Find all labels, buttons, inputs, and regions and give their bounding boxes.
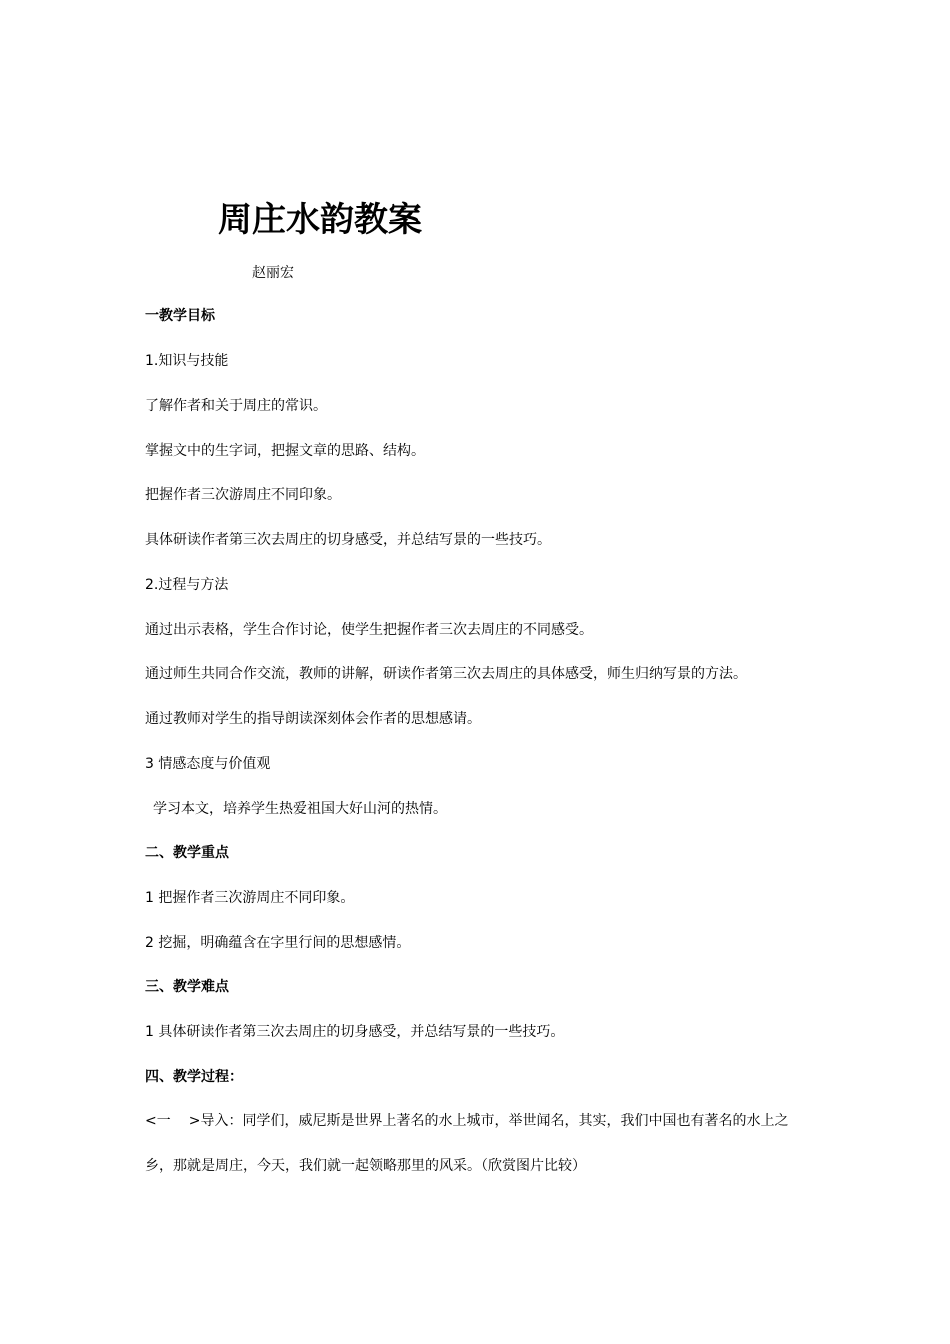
document-title: 周庄水韵教案 (218, 200, 422, 240)
knowledge-item: 了解作者和关于周庄的常识。 (145, 398, 327, 414)
process-item: 通过出示表格，学生合作讨论，使学生把握作者三次去周庄的不同感受。 (145, 622, 593, 638)
key-point-text: 把握作者三次游周庄不同印象。 (158, 890, 355, 906)
intro-marker-close: > (188, 1113, 201, 1129)
process-item: 通过师生共同合作交流，教师的讲解，研读作者第三次去周庄的具体感受，师生归纳写景的方法。 (145, 666, 747, 682)
difficulty-item (145, 1022, 564, 1042)
key-points-heading: 二、教学重点 (145, 845, 229, 861)
key-point-number: 1 (145, 890, 154, 906)
intro-marker-open: <一 (145, 1113, 171, 1129)
knowledge-heading (145, 351, 228, 371)
key-point-number: 2 (145, 935, 154, 951)
intro-paragraph-line-1 (145, 1111, 788, 1131)
process-section-heading: 四、教学过程： (145, 1069, 243, 1085)
process-item: 通过教师对学生的指导朗读深刻体会作者的思想感请。 (145, 711, 481, 727)
difficulty-heading: 三、教学难点 (145, 979, 229, 995)
author-name: 赵丽宏 (252, 265, 294, 281)
process-heading (145, 575, 228, 595)
intro-text-line-1: 导入：同学们，威尼斯是世界上著名的水上城市，举世闻名，其实，我们中国也有著名的水上之 (200, 1113, 789, 1129)
knowledge-heading-number: 1 (145, 353, 154, 369)
process-heading-text: .过程与方法 (153, 577, 229, 593)
key-point-item (145, 933, 410, 953)
key-point-text: 挖掘，明确蕴含在字里行间的思想感情。 (158, 935, 411, 951)
knowledge-item: 具体研读作者第三次去周庄的切身感受，并总结写景的一些技巧。 (145, 532, 551, 548)
objectives-heading: 一教学目标 (145, 308, 215, 324)
process-heading-number: 2 (145, 577, 154, 593)
knowledge-heading-text: .知识与技能 (153, 353, 229, 369)
difficulty-text: 具体研读作者第三次去周庄的切身感受，并总结写景的一些技巧。 (158, 1024, 565, 1040)
emotion-heading-text: 情感态度与价值观 (158, 756, 271, 772)
emotion-item: 学习本文，培养学生热爱祖国大好山河的热情。 (153, 801, 447, 817)
emotion-heading-number: 3 (145, 756, 154, 772)
knowledge-item: 掌握文中的生字词，把握文章的思路、结构。 (145, 443, 425, 459)
knowledge-item: 把握作者三次游周庄不同印象。 (145, 487, 341, 503)
emotion-heading (145, 754, 270, 774)
difficulty-number: 1 (145, 1024, 154, 1040)
intro-paragraph-line-2: 乡，那就是周庄，今天，我们就一起领略那里的风采。（欣赏图片比较） (145, 1158, 586, 1174)
key-point-item (145, 888, 354, 908)
